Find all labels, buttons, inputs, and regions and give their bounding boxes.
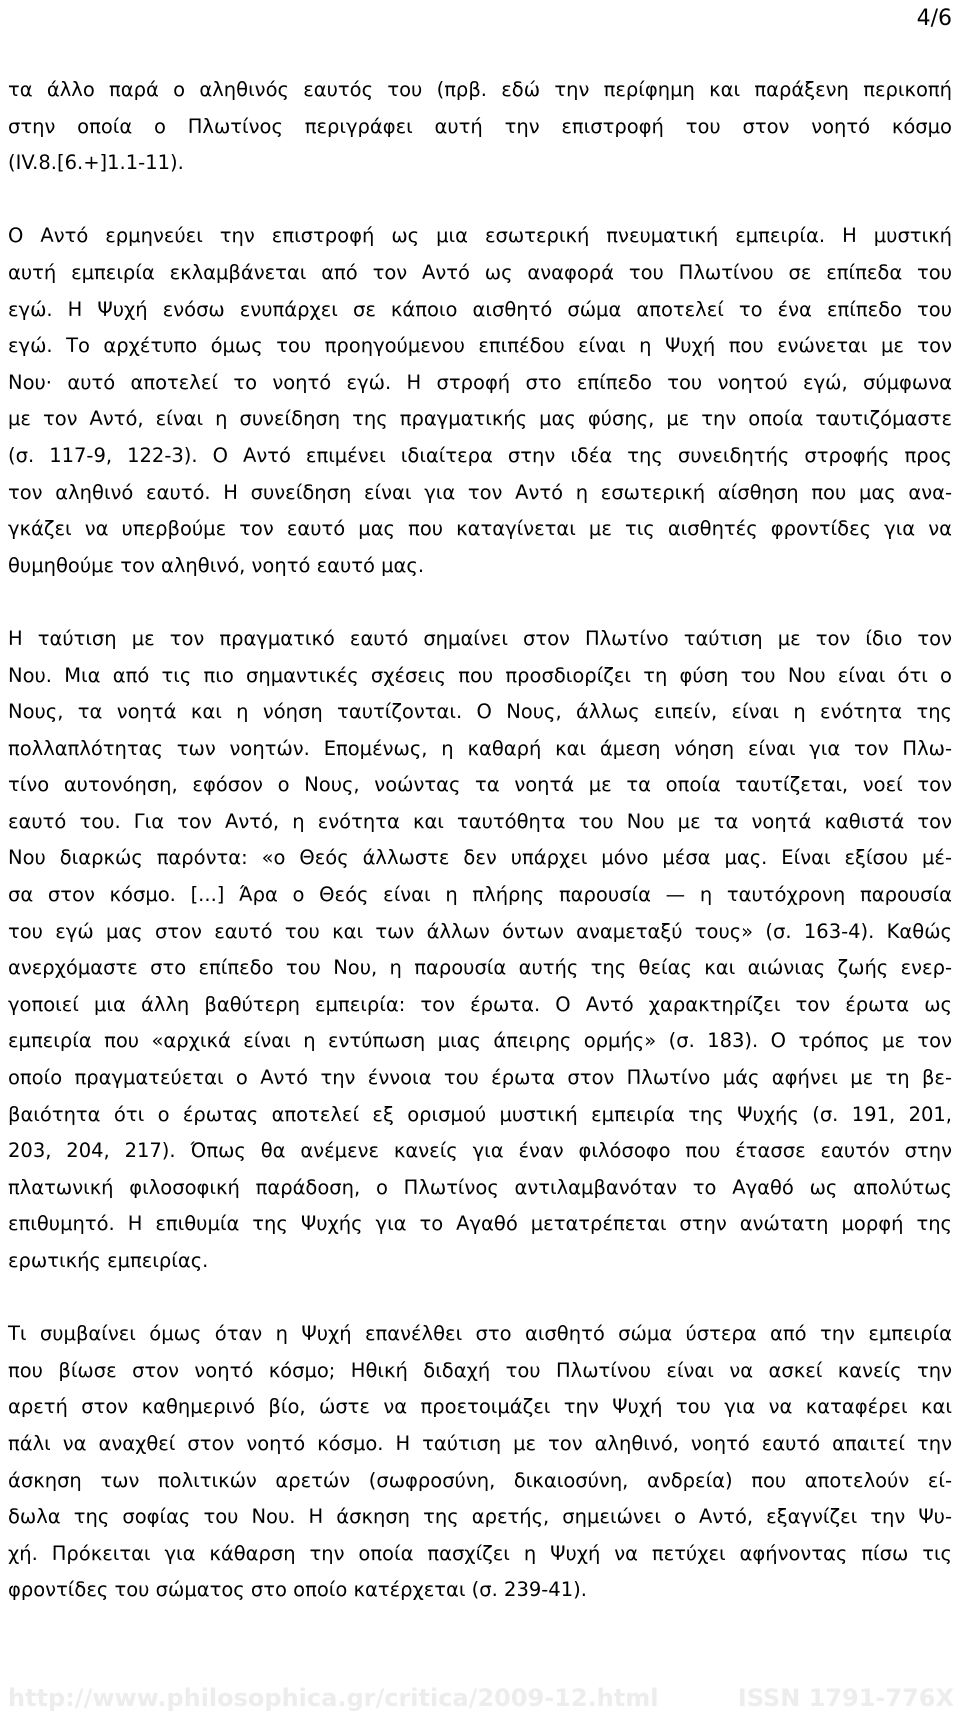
text-line: που βίωσε στον νοητό κόσμο; Ηθική διδαχή του Πλωτίνου είναι να ασκεί κανείς την xyxy=(8,1358,952,1382)
paragraph xyxy=(8,72,952,182)
text-line: πολλαπλότητας των νοητών. Επομένως, η καθαρή και άμεση νόηση είναι για τον Πλω- xyxy=(8,736,952,760)
paragraph-gap xyxy=(8,1280,952,1317)
article-body xyxy=(8,72,952,1609)
text-line: δωλα της σοφίας του Νου. Η άσκηση της αρετής, σημειώνει ο Αντό, εξαγνίζει την Ψυ- xyxy=(8,1505,952,1529)
text-line: αυτή εμπειρία εκλαμβάνεται από τον Αντό ως αναφορά του Πλωτίνου σε επίπεδα του xyxy=(8,260,952,284)
text-line: πάλι να αναχθεί στον νοητό κόσμο. Η ταύτιση με τον αληθινό, νοητό εαυτό απαιτεί την xyxy=(8,1431,952,1455)
page-footer xyxy=(0,1682,960,1714)
text-line: τίνο αυτονόηση, εφόσον ο Νους, νοώντας τα νοητά με τα οποία ταυτίζεται, νοεί τον xyxy=(8,773,952,797)
text-line: τα άλλο παρά ο αληθινός εαυτός του (πρβ. εδώ την περίφημη και παράξενη περικοπή xyxy=(8,78,952,101)
text-line: Η ταύτιση με τον πραγματικό εαυτό σημαίνει στον Πλωτίνο ταύτιση με τον ίδιο τον xyxy=(8,626,952,650)
text-line: φροντίδες του σώματος στο οποίο κατέρχεται (σ. 239-41). xyxy=(8,1578,587,1602)
text-line: Νους, τα νοητά και η νόηση ταυτίζονται. Ο Νους, άλλως ειπείν, είναι η ενότητα της xyxy=(8,700,952,724)
paragraph xyxy=(8,218,952,584)
text-line: εμπειρία που «αρχικά είναι η εντύπωση μιας άπειρης ορμής» (σ. 183). Ο τρόπος με τον xyxy=(8,1029,952,1053)
text-line: στην οποία ο Πλωτίνος περιγράφει αυτή την επιστροφή του στον νοητό κόσμο xyxy=(8,114,952,138)
text-line: Νου. Μια από τις πιο σημαντικές σχέσεις που προσδιορίζει τη φύση του Νου είναι ότι ο xyxy=(8,663,952,687)
text-line: με τον Αντό, είναι η συνείδηση της πραγματικής μας φύσης, με την οποία ταυτιζόμαστε xyxy=(8,407,952,431)
text-line: εγώ. Η Ψυχή ενόσω ενυπάρχει σε κάποιο αισθητό σώμα αποτελεί το ένα επίπεδο του xyxy=(8,297,952,321)
text-line: αρετή στον καθημερινό βίο, ώστε να προετοιμάζει την Ψυχή του για να καταφέρει και xyxy=(8,1395,952,1419)
footer-issn: ISSN 1791-776X xyxy=(737,1684,954,1712)
text-line: Νου διαρκώς παρόντα: «ο Θεός άλλωστε δεν υπάρχει μόνο μέσα μας. Είναι εξίσου μέ- xyxy=(8,846,952,870)
text-line: εαυτό του. Για τον Αντό, η ενότητα και ταυτόθητα του Νου με τα νοητά καθιστά τον xyxy=(8,809,952,833)
paragraph-gap xyxy=(8,584,952,621)
text-line: επιθυμητό. Η επιθυμία της Ψυχής για το Αγαθό μετατρέπεται στην ανώτατη μορφή της xyxy=(8,1212,952,1236)
text-line: τον αληθινό εαυτό. Η συνείδηση είναι για τον Αντό η εσωτερική αίσθηση που μας ανα- xyxy=(8,480,952,504)
paragraph xyxy=(8,1316,952,1609)
text-line: (σ. 117-9, 122-3). Ο Αντό επιμένει ιδιαίτερα στην ιδέα της συνειδητής στροφής προς xyxy=(8,443,952,467)
text-line: Τι συμβαίνει όμως όταν η Ψυχή επανέλθει στο αισθητό σώμα ύστερα από την εμπειρία xyxy=(8,1322,952,1346)
paragraph xyxy=(8,621,952,1280)
text-line: Ο Αντό ερμηνεύει την επιστροφή ως μια εσωτερική πνευματική εμπειρία. Η μυστική xyxy=(8,224,952,248)
text-line: πλατωνική φιλοσοφική παράδοση, ο Πλωτίνος αντιλαμβανόταν το Αγαθό ως απολύτως xyxy=(8,1175,952,1199)
text-line: βαιότητα ότι ο έρωτας αποτελεί εξ ορισμού μυστική εμπειρία της Ψυχής (σ. 191, 201, xyxy=(8,1102,952,1126)
text-line: γοποιεί μια άλλη βαθύτερη εμπειρία: τον έρωτα. Ο Αντό χαρακτηρίζει τον έρωτα ως xyxy=(8,992,952,1016)
text-line: θυμηθούμε τον αληθινό, νοητό εαυτό μας. xyxy=(8,553,425,577)
paragraph-gap xyxy=(8,182,952,219)
text-line: εγώ. Το αρχέτυπο όμως του προηγούμενου επιπέδου είναι η Ψυχή που ενώνεται με τον xyxy=(8,334,952,358)
text-line: (IV.8.[6.+]1.1-11). xyxy=(8,151,184,175)
text-line: σα στον κόσμο. [...] Άρα ο Θεός είναι η πλήρης παρουσία — η ταυτόχρονη παρουσία xyxy=(8,883,952,907)
page-number: 4/6 xyxy=(916,6,952,31)
text-line: χή. Πρόκειται για κάθαρση την οποία πασχίζει η Ψυχή να πετύχει αφήνοντας πίσω τις xyxy=(8,1541,952,1565)
text-line: του εγώ μας στον εαυτό του και των άλλων όντων αναμεταξύ τους» (σ. 163-4). Καθώς xyxy=(8,919,952,943)
text-line: γκάζει να υπερβούμε τον εαυτό μας που καταγίνεται με τις αισθητές φροντίδες για να xyxy=(8,517,952,541)
text-line: Νου· αυτό αποτελεί το νοητό εγώ. Η στροφή στο επίπεδο του νοητού εγώ, σύμφωνα xyxy=(8,370,952,394)
text-line: οποίο πραγματεύεται ο Αντό την έννοια του έρωτα στον Πλωτίνο μάς αφήνει με τη βε- xyxy=(8,1066,952,1090)
text-line: ερωτικής εμπειρίας. xyxy=(8,1249,209,1272)
footer-url: http://www.philosophica.gr/critica/2009-12.html xyxy=(8,1684,659,1712)
text-line: άσκηση των πολιτικών αρετών (σωφροσύνη, δικαιοσύνη, ανδρεία) που αποτελούν εί- xyxy=(8,1468,952,1492)
text-line: ανερχόμαστε στο επίπεδο του Νου, η παρουσία αυτής της θείας και αιώνιας ζωής ενερ- xyxy=(8,956,952,980)
text-line: 203, 204, 217). Όπως θα ανέμενε κανείς για έναν φιλόσοφο που έτασσε εαυτόν στην xyxy=(8,1139,952,1163)
